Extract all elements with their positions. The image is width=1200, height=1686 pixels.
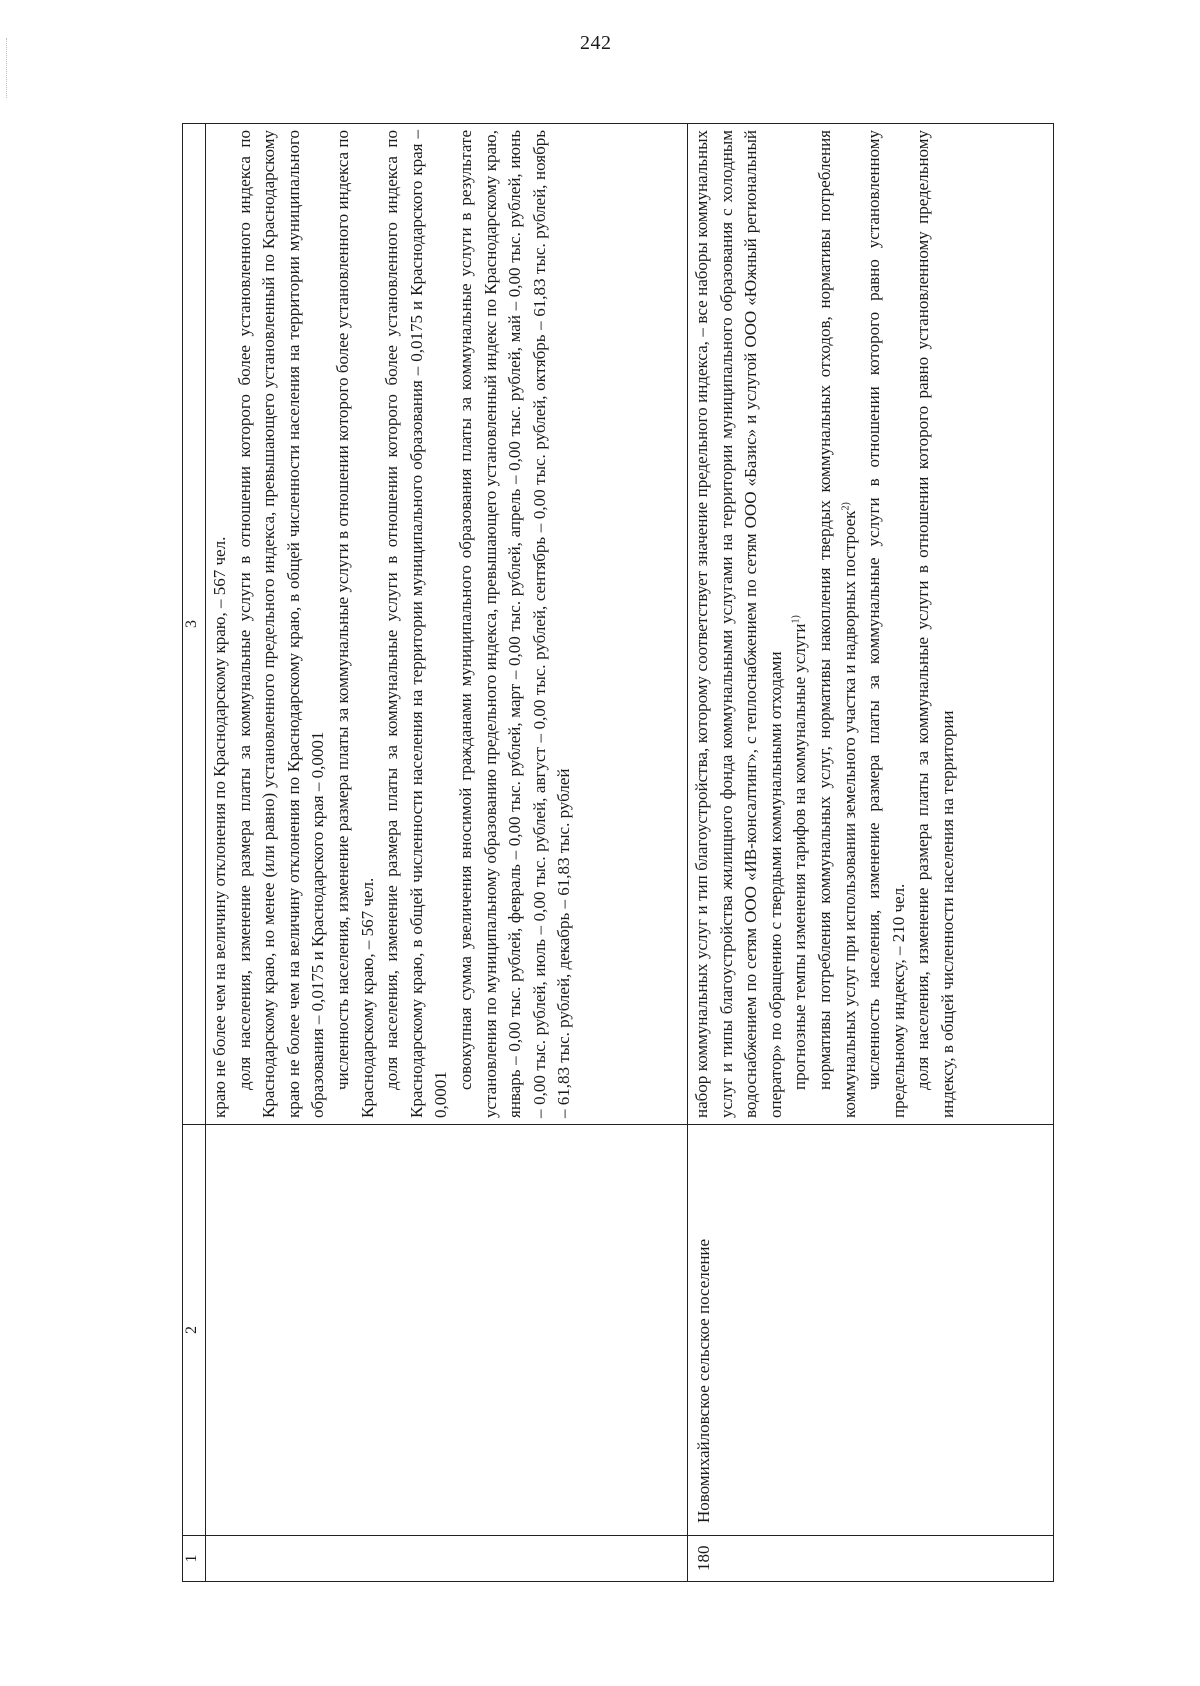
municipality-name: Новомихайловское сельское поселение <box>688 1125 1054 1536</box>
description-paragraph: совокупная сумма увеличения вносимой гражданами муниципального образования платы за коммунальные услуги в результате установления по муниципальному образованию предельного индекса, превышающего установленный индекс по Краснодарскому краю, январь – 0,00 тыс. рублей, февраль – 0,00 тыс. рублей, март – 0,00 тыс. рублей, апрель – 0,00 тыс. рублей, май – 0,00 тыс. рублей, июнь – 0,00 тыс. рублей, июль – 0,00 тыс. рублей, август – 0,00 тыс. рублей, сентябрь – 0,00 тыс. рублей, октябрь – 61,83 тыс. рублей, ноябрь – 61,83 тыс. рублей, декабрь – 61,83 тыс. рублей <box>455 130 574 1118</box>
row-cont-description-cell <box>206 124 688 1125</box>
row-cont-number-cell <box>206 1536 688 1582</box>
header-col-1: 1 <box>183 1536 206 1582</box>
page-number: 242 <box>580 32 612 54</box>
rotated-page-content <box>182 127 1052 1582</box>
header-col-2: 2 <box>183 1125 206 1536</box>
header-col-3: 3 <box>183 124 206 1125</box>
footnote-marker: 2) <box>839 502 851 511</box>
description-paragraph: численность населения, изменение размера платы за коммунальные услуги в отношении которого равно установленному предельному индексу, – 210 чел. <box>864 130 908 1118</box>
table-row-continuation <box>206 124 688 1582</box>
description-paragraph: доля населения, изменение размера платы за коммунальные услуги в отношении которого более установленного индекса по Краснодарскому краю, но менее (или равно) установленного предельного индекса, превышающего установленный по Краснодарскому краю не более чем на величину отклонения по Краснодарскому краю, в общей численности населения на территории муниципального образования – 0,0175 и Краснодарского края – 0,0001 <box>234 130 328 1118</box>
row-180-description-cell <box>688 124 1054 1125</box>
footnote-marker: 1) <box>790 615 802 624</box>
row-cont-name-cell <box>206 1125 688 1536</box>
description-paragraph <box>788 130 813 1118</box>
description-paragraph: доля населения, изменение размера платы за коммунальные услуги в отношении которого равно установленному предельному индексу, в общей численности населения на территории <box>913 130 957 1118</box>
description-paragraph <box>813 130 862 1118</box>
description-paragraph: набор коммунальных услуг и тип благоустройства, которому соответствует значение предельного индекса, – все наборы коммунальных услуг и типы благоустройства жилищного фонда коммунальными услугами на территории муниципального образования с холодным водоснабжением по сетям ООО «ИВ-консалтинг», с теплоснабжением по сетям ООО «Базис» и услугой ООО «Южный региональный оператор» по обращению с твердыми коммунальными отходами <box>692 130 785 1118</box>
description-paragraph: численность населения, изменение размера платы за коммунальные услуги в отношении которого более установленного индекса по Краснодарскому краю, – 567 чел. <box>332 130 377 1118</box>
table-row-180 <box>688 124 1054 1582</box>
tariff-forecast-text: прогнозные темпы изменения тарифов на коммунальные услуги <box>790 623 810 1090</box>
table-header-row <box>183 124 206 1582</box>
scan-edge-marks <box>6 38 15 98</box>
description-paragraph: доля населения, изменение размера платы за коммунальные услуги в отношении которого более установленного индекса по Краснодарскому краю, в общей численности населения на территории муниципального образования – 0,0175 и Краснодарского края – 0,0001 <box>382 130 451 1118</box>
norms-text: нормативы потребления коммунальных услуг, нормативы накопления твердых коммунальных отходов, нормативы потребления коммунальных услуг при использовании земельного участка и надворных построек <box>814 130 859 1118</box>
row-number: 180 <box>688 1536 1054 1582</box>
description-paragraph: краю не более чем на величину отклонения по Краснодарскому краю, – 567 чел. <box>210 536 229 1118</box>
data-table <box>182 123 1054 1582</box>
